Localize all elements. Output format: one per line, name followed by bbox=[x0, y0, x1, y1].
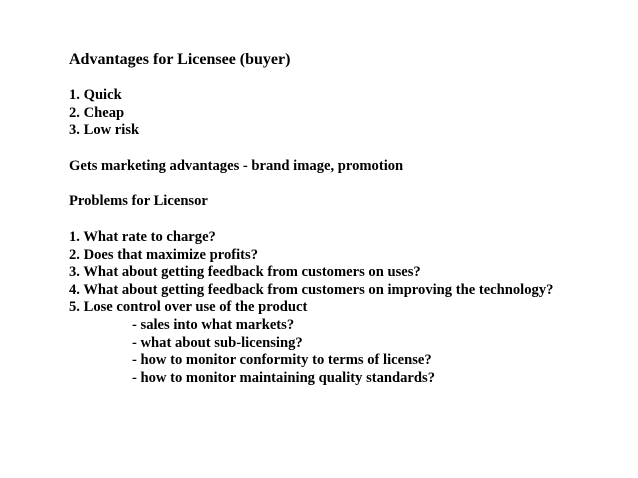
spacer bbox=[69, 211, 629, 229]
slide-content bbox=[69, 51, 629, 387]
list-item: 4. What about getting feedback from customers on improving the technology? bbox=[69, 281, 554, 298]
list-item: 5. Lose control over use of the product bbox=[69, 299, 308, 316]
list-item: 3. Low risk bbox=[69, 122, 140, 139]
sub-list-item: - how to monitor conformity to terms of license? bbox=[132, 352, 432, 369]
sub-list-item: - sales into what markets? bbox=[132, 316, 295, 333]
licensor-problems-heading: Problems for Licensor bbox=[69, 193, 208, 210]
list-item: 1. Quick bbox=[69, 87, 122, 103]
list-item: 1. What rate to charge? bbox=[69, 228, 216, 245]
spacer bbox=[69, 140, 629, 158]
licensee-advantages-heading: Advantages for Licensee (buyer) bbox=[69, 51, 291, 68]
list-item: 3. What about getting feedback from customers on uses? bbox=[69, 264, 421, 281]
licensee-advantages-list bbox=[69, 87, 629, 140]
spacer bbox=[69, 69, 629, 87]
sub-list-item: - how to monitor maintaining quality standards? bbox=[132, 369, 436, 386]
list-item: 2. Does that maximize profits? bbox=[69, 246, 259, 263]
spacer bbox=[69, 175, 629, 193]
marketing-advantages-note: Gets marketing advantages - brand image, promotion bbox=[69, 157, 404, 174]
list-item: 2. Cheap bbox=[69, 104, 125, 121]
sub-list-item: - what about sub-licensing? bbox=[132, 334, 303, 351]
control-concerns-sublist bbox=[69, 317, 629, 387]
licensor-problems-list bbox=[69, 229, 629, 317]
